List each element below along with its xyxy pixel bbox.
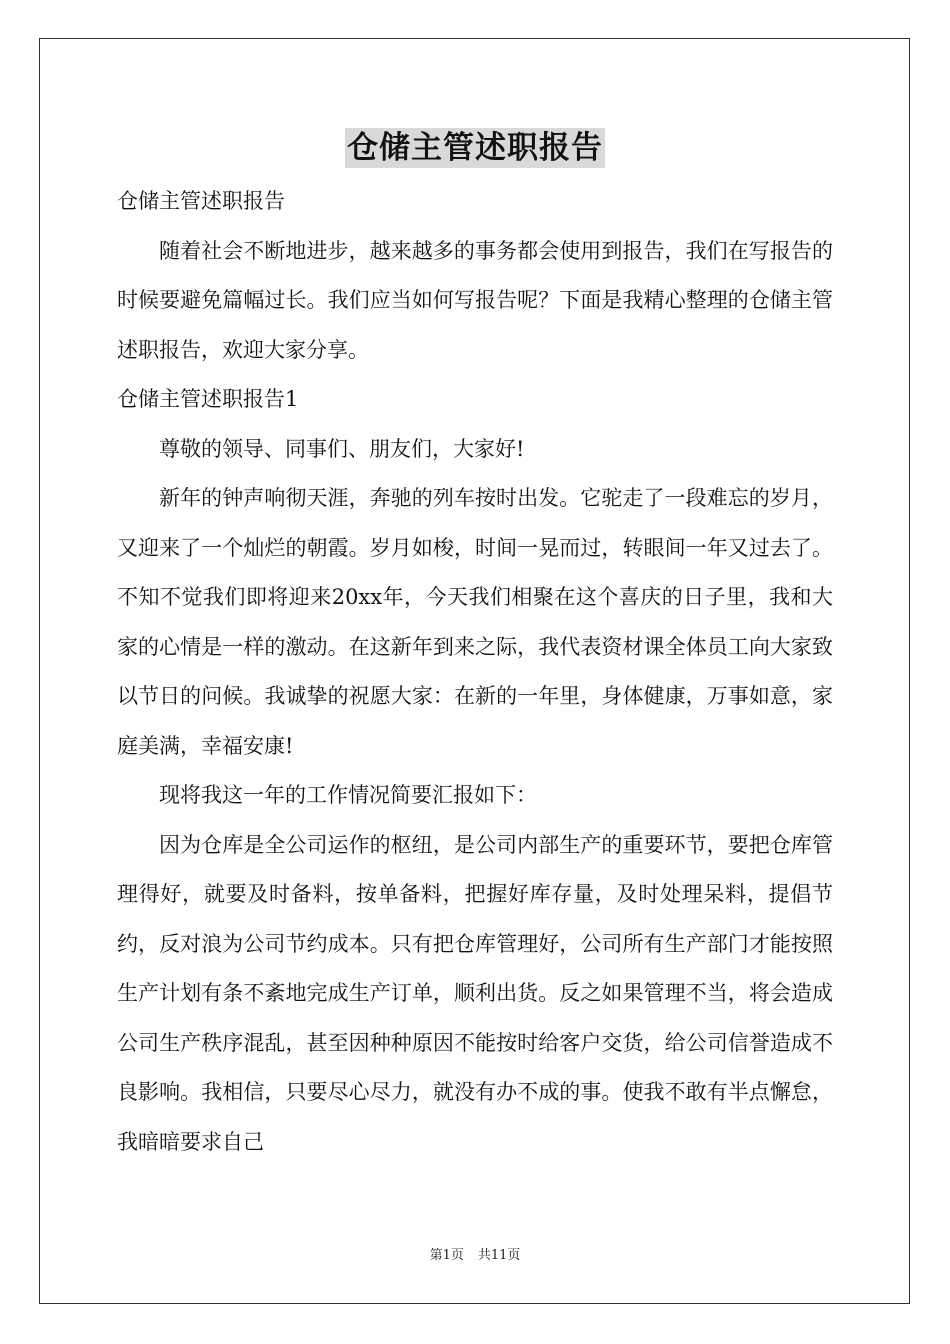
document-title: 仓储主管述职报告 <box>347 130 603 166</box>
document-body <box>117 177 833 1167</box>
paragraph-section-heading: 仓储主管述职报告1 <box>117 387 299 411</box>
paragraph-intro: 随着社会不断地进步，越来越多的事务都会使用到报告，我们在写报告的时候要避免篇幅过长。我们应当如何写报告呢？下面是我精心整理的仓储主管述职报告，欢迎大家分享。 <box>117 238 833 362</box>
page-number: 第1页 <box>429 1248 464 1263</box>
page-footer <box>0 1247 950 1265</box>
paragraph-new-year: 新年的钟声响彻天涯，奔驰的列车按时出发。它驼走了一段难忘的岁月，又迎来了一个灿烂的朝霞。岁月如梭，时间一晃而过，转眼间一年又过去了。不知不觉我们即将迎来20xx年，今天我们相聚在这个喜庆的日子里，我和大家的心情是一样的激动。在这新年到来之际，我代表资材课全体员工向大家致以节日的问候。我诚挚的祝愿大家：在新的一年里，身体健康，万事如意，家庭美满，幸福安康! <box>117 486 833 758</box>
paragraph-greeting: 尊敬的领导、同事们、朋友们，大家好! <box>159 436 525 461</box>
paragraph-report-intro: 现将我这一年的工作情况简要汇报如下： <box>159 783 537 807</box>
paragraph-heading: 仓储主管述职报告 <box>117 189 285 213</box>
paragraph-warehouse: 因为仓库是全公司运作的枢纽，是公司内部生产的重要环节，要把仓库管理得好，就要及时备料，按单备料，把握好库存量，及时处理呆料，提倡节约，反对浪为公司节约成本。只有把仓库管理好，公司所有生产部门才能按照生产计划有条不紊地完成生产订单，顺利出货。反之如果管理不当，将会造成公司生产秩序混乱，甚至因种种原因不能按时给客户交货，给公司信誉造成不良影响。我相信，只要尽心尽力，就没有办不成的事。使我不敢有半点懈怠，我暗暗要求自己 <box>117 832 833 1154</box>
title-wrap <box>0 128 950 168</box>
page-total: 共11页 <box>477 1248 521 1263</box>
